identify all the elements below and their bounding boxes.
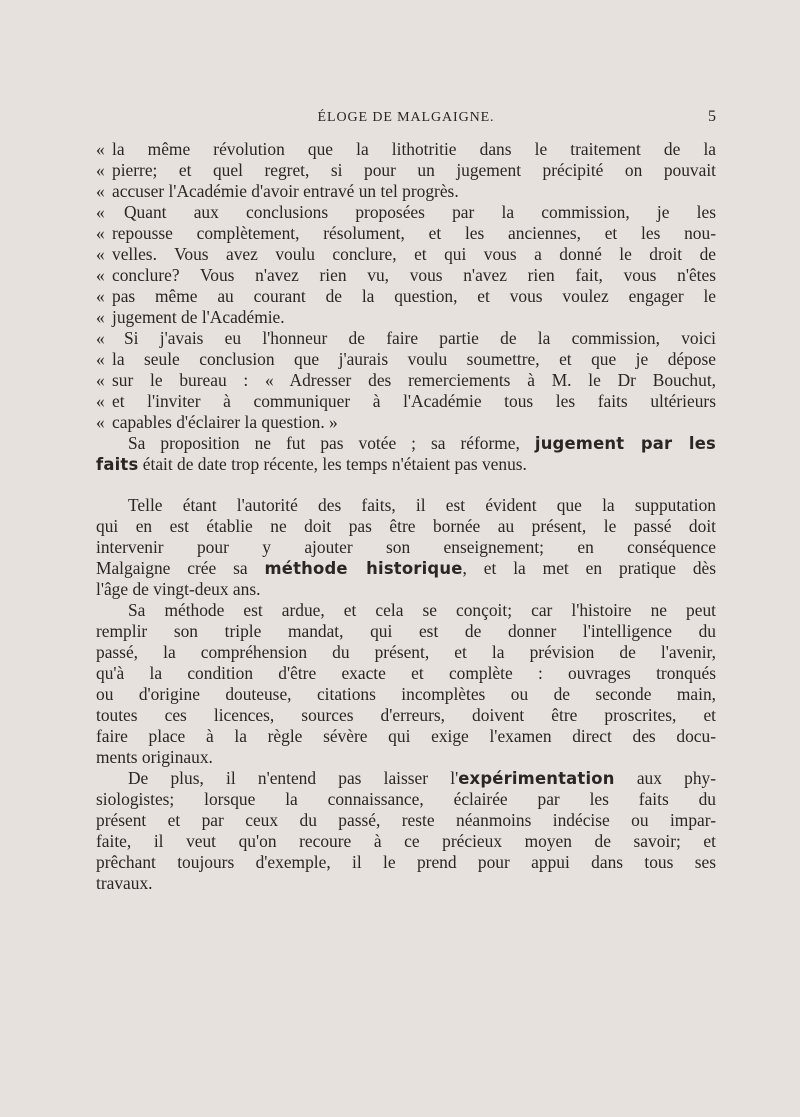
text-line: « velles. Vous avez voulu conclure, et qui vous a donné le droit de <box>96 244 716 264</box>
quote-mark: « <box>96 202 105 222</box>
quote-mark: « <box>96 244 105 264</box>
paragraph-proposition <box>96 433 716 475</box>
text-line: faits était de date trop récente, les temps n'étaient pas venus. <box>96 454 527 474</box>
page-header <box>96 106 716 128</box>
text-line: Sa méthode est ardue, et cela se conçoit; car l'histoire ne peut <box>128 600 716 620</box>
text-line: ments originaux. <box>96 747 213 767</box>
text-line: Malgaigne crée sa méthode historique, et la met en pratique dès <box>96 558 716 578</box>
paragraph-experimentation <box>96 768 716 894</box>
quote-mark: « <box>96 307 105 327</box>
text-line: De plus, il n'entend pas laisser l'expérimentation aux phy- <box>128 768 716 788</box>
text-line: « pierre; et quel regret, si pour un jugement précipité on pouvait <box>96 160 716 180</box>
text-line: « repousse complètement, résolument, et les anciennes, et les nou- <box>96 223 716 243</box>
text-line: passé, la compréhension du présent, et la prévision de l'avenir, <box>96 642 716 662</box>
text-line: « jugement de l'Académie. <box>96 307 285 327</box>
quote-mark: « <box>96 223 105 243</box>
body-text <box>96 139 716 894</box>
text-line: « conclure? Vous n'avez rien vu, vous n'avez rien fait, vous n'êtes <box>96 265 716 285</box>
emphasis-text: méthode historique <box>264 559 463 578</box>
quote-mark: « <box>96 139 105 159</box>
quote-mark: « <box>96 349 105 369</box>
text-line: prêchant toujours d'exemple, il le prend pour appui dans tous ses <box>96 852 716 872</box>
quote-mark: « <box>96 265 105 285</box>
paragraph-gap <box>96 475 716 495</box>
text-line: qui en est établie ne doit pas être bornée au présent, le passé doit <box>96 516 716 536</box>
quoted-paragraph-2 <box>96 202 716 328</box>
quote-mark: « <box>96 328 105 348</box>
text-line: présent et par ceux du passé, reste néanmoins indécise ou impar- <box>96 810 716 830</box>
text-line: « capables d'éclairer la question. » <box>96 412 338 432</box>
text-line: toutes ces licences, sources d'erreurs, doivent être proscrites, et <box>96 705 716 725</box>
running-title: ÉLOGE DE MALGAIGNE. <box>317 110 495 125</box>
text-line: « Si j'avais eu l'honneur de faire partie de la commission, voici <box>96 328 716 348</box>
quote-mark: « <box>96 391 105 411</box>
emphasis-text: expérimentation <box>458 769 615 788</box>
text-line: « la seule conclusion que j'aurais voulu soumettre, et que je dépose <box>96 349 716 369</box>
text-line: « et l'inviter à communiquer à l'Académie tous les faits ultérieurs <box>96 391 716 411</box>
quote-mark: « <box>96 160 105 180</box>
quote-mark: « <box>96 370 105 390</box>
paragraph-methode <box>96 600 716 768</box>
text-line: qu'à la condition d'être exacte et complète : ouvrages tronqués <box>96 663 716 683</box>
text-line: faite, il veut qu'on recoure à ce précieux moyen de savoir; et <box>96 831 716 851</box>
quote-mark: « <box>96 181 105 201</box>
text-line: intervenir pour y ajouter son enseignement; en conséquence <box>96 537 716 557</box>
quoted-paragraph-3 <box>96 328 716 433</box>
text-line: « sur le bureau : « Adresser des remerciements à M. le Dr Bouchut, <box>96 370 716 390</box>
text-line: « pas même au courant de la question, et vous voulez engager le <box>96 286 716 306</box>
text-line: faire place à la règle sévère qui exige l'examen direct des docu- <box>96 726 716 746</box>
paragraph-historique <box>96 495 716 600</box>
text-line: travaux. <box>96 873 153 893</box>
text-line: l'âge de vingt-deux ans. <box>96 579 261 599</box>
text-line: Sa proposition ne fut pas votée ; sa réforme, jugement par les <box>128 433 716 453</box>
text-line: ou d'origine douteuse, citations incomplètes ou de seconde main, <box>96 684 716 704</box>
text-line: remplir son triple mandat, qui est de donner l'intelligence du <box>96 621 716 641</box>
emphasis-text: jugement par les <box>534 434 716 453</box>
emphasis-text: faits <box>96 455 139 474</box>
text-line: « la même révolution que la lithotritie dans le traitement de la <box>96 139 716 159</box>
page-number: 5 <box>708 108 716 125</box>
quoted-paragraph-1 <box>96 139 716 202</box>
quote-mark: « <box>96 412 105 432</box>
text-line: « accuser l'Académie d'avoir entravé un tel progrès. <box>96 181 459 201</box>
text-line: siologistes; lorsque la connaissance, éclairée par les faits du <box>96 789 716 809</box>
quote-mark: « <box>96 286 105 306</box>
text-line: « Quant aux conclusions proposées par la commission, je les <box>96 202 716 222</box>
text-line: Telle étant l'autorité des faits, il est évident que la supputation <box>128 495 716 515</box>
